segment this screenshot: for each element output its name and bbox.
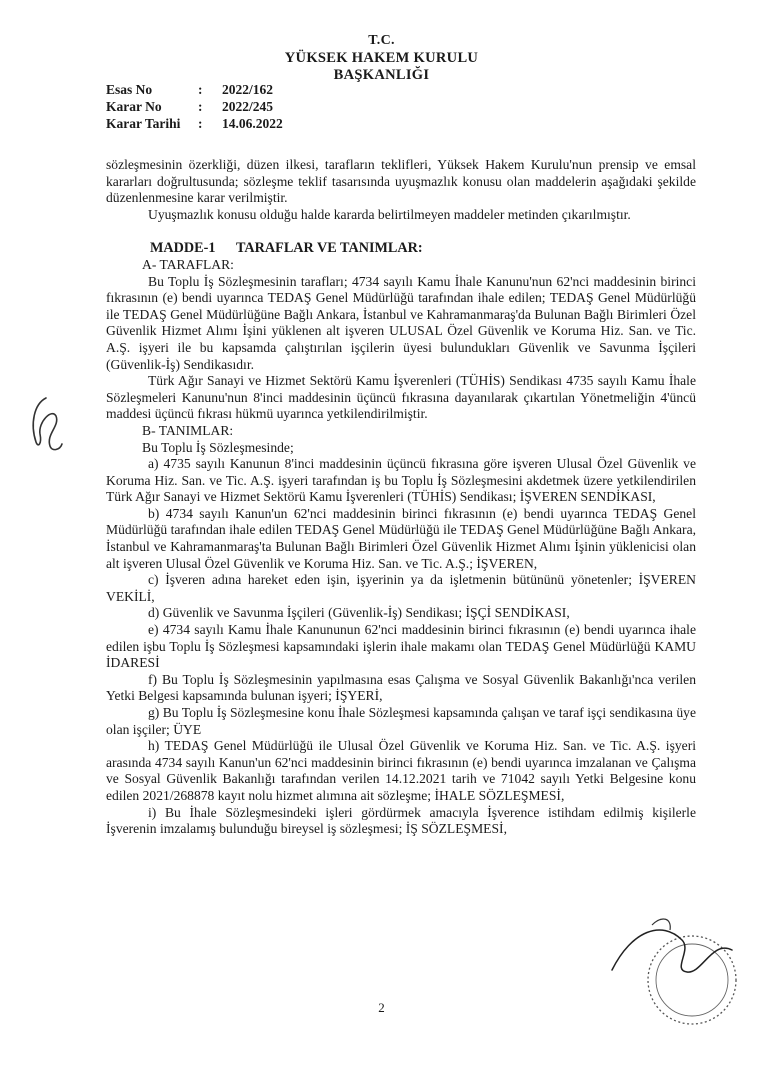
header-institution: YÜKSEK HAKEM KURULU — [284, 50, 479, 66]
definition-item: h) TEDAŞ Genel Müdürlüğü ile Ulusal Özel Güvenlik ve Koruma Hiz. San. ve Tic. A.Ş. işyeri arasında 4734 sayılı Kanun'un 62'nci maddesinin birinci fıkrasının (e) bendi uyarınca imzalanan ve Çalışma ve Sosyal Güvenlik Bakanlığı tarafından verilen 14.12.2021 tarih ve 71042 sayılı Yetki Belgesine konu edilen 2021/268878 kayıt nolu hizmet alımına ait sözleşme; İHALE SÖZLEŞMESİ, — [106, 738, 696, 803]
section-b-heading: B- TANIMLAR: — [142, 422, 234, 438]
meta-value: 2022/162 — [222, 82, 274, 97]
section-a-paragraph: Türk Ağır Sanayi ve Hizmet Sektörü Kamu İşverenleri (TÜHİS) Sendikası 4735 sayılı Kamu İhale Sözleşmeleri Kanunu'nun 8'inci maddesinin üçüncü fıkrasına dayanılarak çıkartılan Yönetmeliğin 4'üncü maddesi üçüncü fıkrası hükmü uyarınca yetkilendirilmiştir. — [106, 373, 696, 422]
page-number: 2 — [378, 1000, 385, 1015]
official-stamp — [592, 910, 762, 1040]
article-title: TARAFLAR VE TANIMLAR: — [236, 240, 423, 257]
intro-paragraph: Uyuşmazlık konusu olduğu halde kararda belirtilmeyen maddeler metinden çıkarılmıştır. — [148, 206, 631, 222]
section-a-paragraph: Bu Toplu İş Sözleşmesinin tarafları; 4734 sayılı Kamu İhale Kanunu'nun 62'nci maddesinin birinci fıkrasının (e) bendi uyarınca TEDAŞ Genel Müdürlüğü tarafından ihale edilen; TEDAŞ Genel Müdürlüğü ile TEDAŞ Genel Müdürlüğüne Bağlı Ankara, İstanbul ve Kahramanmaraş'da Bulunan Bağlı Birimleri Özel Güvenlik Hizmet Alımı İşini yüklenen alt işveren ULUSAL Özel Güvenlik ve Koruma Hiz. San. ve Tic. A.Ş. işyeri ile bu kapsamda çalıştırılan işçilerin üyesi bulundukları Güvenlik ve Savunma İşçileri (Güvenlik-İş) Sendikasıdır. — [106, 273, 696, 372]
article-number: MADDE-1 — [150, 240, 216, 257]
definition-item: f) Bu Toplu İş Sözleşmesinin yapılmasına esas Çalışma ve Sosyal Güvenlik Bakanlığı'nca verilen Yetki Belgesi kapsamında bulunan işyeri; İŞYERİ, — [106, 671, 696, 704]
header-tc: T.C. — [368, 33, 395, 48]
meta-colon: : — [198, 82, 203, 97]
definition-item: i) Bu İhale Sözleşmesindeki işleri gördürmek amacıyla İşverence istihdam edilmiş kişilerle İşverenin imzalamış bulunduğu bireysel iş sözleşmesi; İŞ SÖZLEŞMESİ, — [106, 804, 696, 837]
spacer — [106, 223, 696, 240]
definition-item: e) 4734 sayılı Kamu İhale Kanununun 62'nci maddesinin birinci fıkrasının (e) bendi uyarınca ihale edilen işbu Toplu İş Sözleşmesi kapsamındaki işlerin ihale makamı olan TEDAŞ Genel Müdürlüğü KAMU İDARESİ — [106, 622, 696, 671]
meta-value: 14.06.2022 — [222, 116, 283, 131]
meta-colon: : — [198, 99, 203, 114]
handwritten-initial — [26, 394, 66, 454]
definition-item: g) Bu Toplu İş Sözleşmesine konu İhale Sözleşmesi kapsamında çalışan ve taraf işçi sendikasına üye olan işçiler; ÜYE — [106, 705, 696, 737]
meta-value: 2022/245 — [222, 99, 274, 114]
meta-karar — [106, 99, 273, 115]
definition-item: c) İşveren adına hareket eden işin, işyerinin ya da işletmenin bütününü yönetenler; İŞVEREN VEKİLİ, — [106, 572, 696, 604]
article-heading — [150, 240, 696, 257]
meta-label: Esas No — [106, 82, 153, 97]
meta-colon: : — [198, 116, 203, 131]
definition-item: d) Güvenlik ve Savunma İşçileri (Güvenlik-İş) Sendikası; İŞÇİ SENDİKASI, — [148, 605, 570, 621]
section-a-heading: A- TARAFLAR: — [142, 256, 234, 272]
meta-label: Karar Tarihi — [106, 116, 181, 131]
section-b-intro: Bu Toplu İş Sözleşmesinde; — [142, 439, 294, 455]
header-department: BAŞKANLIĞI — [333, 67, 430, 83]
body-text — [106, 157, 696, 838]
definition-item: a) 4735 sayılı Kanunun 8'inci maddesinin üçüncü fıkrasına göre işveren Ulusal Özel Güvenlik ve Koruma Hiz. San. ve Tic. A.Ş. işyeri tarafından iş bu Toplu İş Sözleşmesini akdetmek üzere yetkilendirilen Türk Ağır Sanayi ve Hizmet Sektörü Kamu İşverenleri (TÜHİS) Sendikası; İŞVEREN SENDİKASI, — [106, 456, 696, 505]
meta-label: Karar No — [106, 99, 162, 114]
definition-item: b) 4734 sayılı Kanun'un 62'nci maddesinin birinci fıkrasının (e) bendi uyarınca TEDAŞ Genel Müdürlüğü tarafından ihale edilen TEDAŞ Genel Müdürlüğü ile TEDAŞ Genel Müdürlüğüne Bağlı Ankara, İstanbul ve Kahramanmaraş'ta Bulunan Bağlı Birimleri Özel Güvenlik Hizmet Alımı İşinin yüklenicisi olan alt işveren Ulusal Özel Güvenlik ve Koruma Hiz. San. ve Tic. A.Ş.; İŞVEREN, — [106, 505, 696, 571]
meta-esas — [106, 82, 273, 98]
meta-karar-tarihi — [106, 116, 283, 132]
intro-paragraph: sözleşmesinin özerkliği, düzen ilkesi, tarafların teklifleri, Yüksek Hakem Kurulu'nun prensip ve emsal kararları doğrultusunda; sözleşme teklif tasarısında uyuşmazlık konusu olan maddelerin aşağıdaki şekilde düzenlenmesine karar verilmiştir. — [106, 157, 696, 206]
